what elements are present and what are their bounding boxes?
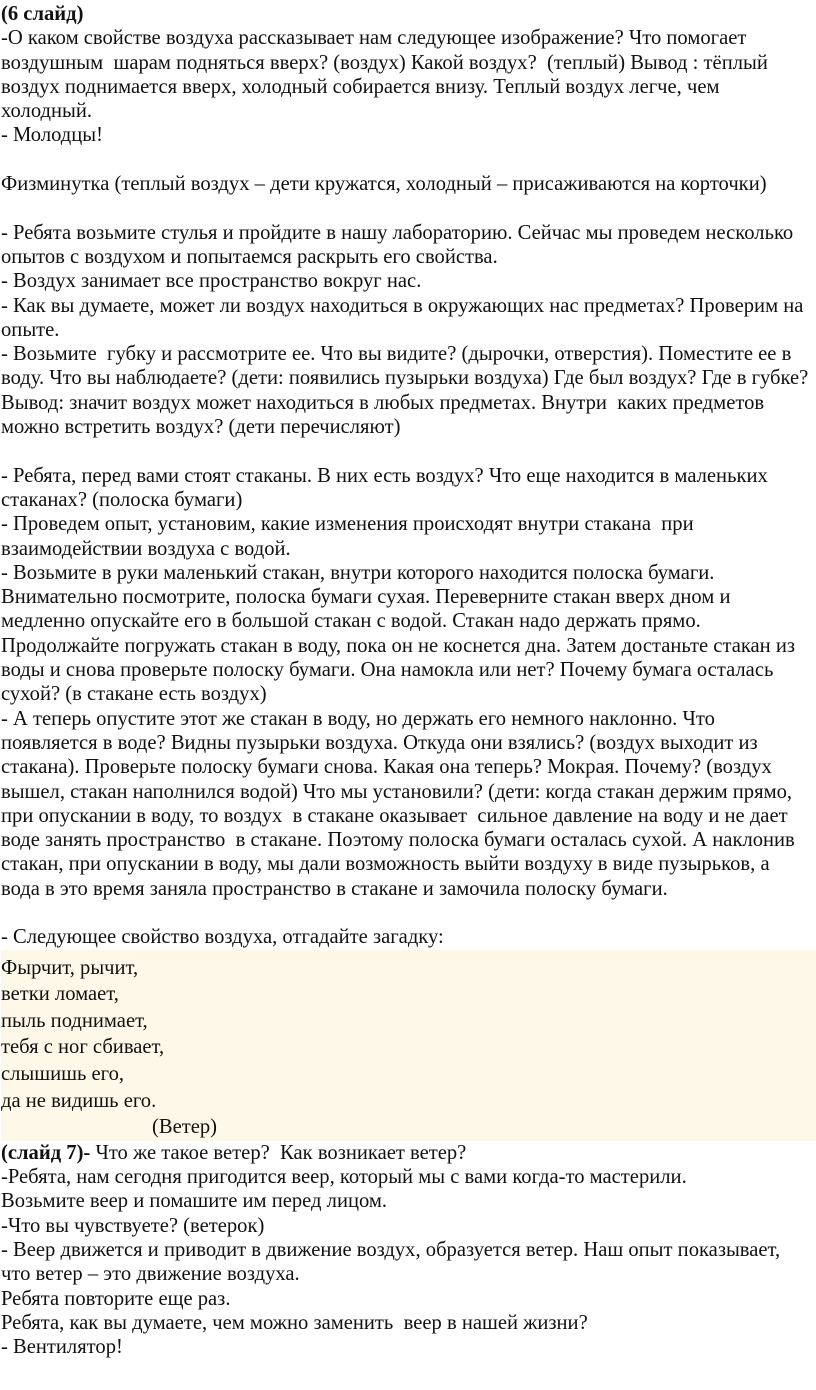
document-page	[0, 2, 813, 1359]
riddle-line: тебя с ног сбивает,	[1, 1036, 165, 1059]
paragraph-praise: - Молодцы!	[1, 124, 104, 147]
paragraph-tilted-glass: - А теперь опустите этот же стакан в воду, но держать его немного наклонно. Что появляется в воде? Видны пузырьки воздуха. Откуда они взялись? (воздух выходит из стакана). Проверьте полоску бумаги снова. Какая она теперь? Мокрая. Почему? (воздух вышел, стакан наполнился водой) Что мы установили? (дети: когда стакан держим прямо, при опускании в воду, то воздух в стакане оказывает сильное давление на воду и не дает воде занять пространство в стакане. Поэтому полоска бумаги осталась сухой. А наклонив стакан, при опускании в воду, мы дали возможность выйти воздуху в виде пузырьков, а вода в это время заняла пространство в стакане и замочила полоску бумаги.	[1, 707, 800, 900]
paragraph-replace-fan: Ребята, как вы думаете, чем можно заменить веер в нашей жизни?	[1, 1311, 588, 1334]
paragraph-small-glass: - Возьмите в руки маленький стакан, внутри которого находится полоска бумаги. Внимательно посмотрите, полоска бумаги сухая. Переверните стакан вверх дном и медленно опускайте его в большой стакан с водой. Стакан надо держать прямо. Продолжайте погружать стакан в воду, пока он не коснется дна. Затем достаньте стакан из воды и снова проверьте полоску бумаги. Она намокла или нет? Почему бумага осталась сухой? (в стакане есть воздух)	[1, 561, 801, 706]
riddle-answer: (Ветер)	[152, 1116, 218, 1139]
paragraph-wave-fan: Возьмите веер и помашите им перед лицом.	[1, 1190, 388, 1213]
paragraph-laboratory: - Ребята возьмите стулья и пройдите в нашу лабораторию. Сейчас мы проведем несколько опытов с воздухом и попытаемся раскрыть его свойства.	[1, 221, 799, 268]
slide-7-line	[1, 1141, 813, 1165]
blank-line	[1, 439, 813, 463]
slide-7-question: Что же такое ветер? Как возникает ветер?	[90, 1141, 467, 1164]
riddle-line: пыль поднимает,	[1, 1009, 148, 1032]
paragraph-wind-definition: - Веер движется и приводит в движение воздух, образуется ветер. Наш опыт показывает, что ветер – это движение воздуха.	[1, 1238, 786, 1286]
paragraph-conclusion: Вывод: значит воздух может находиться в любых предметах. Внутри каких предметов можно встретить воздух? (дети перечисляют)	[1, 391, 770, 439]
slide-6-heading: (6 слайд)	[1, 3, 84, 25]
riddle-line: да не видишь его.	[1, 1089, 157, 1112]
paragraph-repeat: Ребята повторите еще раз.	[1, 1287, 231, 1310]
riddle-line: слышишь его,	[1, 1062, 125, 1085]
blank-line	[1, 901, 813, 925]
paragraph-ventilator: - Вентилятор!	[1, 1336, 123, 1359]
paragraph-feel: -Что вы чувствуете? (ветерок)	[1, 1214, 265, 1237]
paragraph-glasses: - Ребята, перед вами стоят стаканы. В них есть воздух? Что еще находится в маленьких стаканах? (полоска бумаги)	[1, 464, 773, 511]
paragraph-fizminutka: Физминутка (теплый воздух – дети кружатся, холодный – присаживаются на корточки)	[1, 173, 767, 196]
blank-line	[1, 148, 813, 172]
riddle-line: Фырчит, рычит,	[1, 956, 139, 979]
paragraph-riddle-intro: - Следующее свойство воздуха, отгадайте загадку:	[1, 926, 444, 949]
paragraph-sponge: - Возьмите губку и рассмотрите ее. Что вы видите? (дырочки, отверстия). Поместите ее в воду. Что вы наблюдаете? (дети: появились пузырьки воздуха) Где был воздух? Где в губке?	[1, 343, 809, 390]
riddle-block	[1, 950, 816, 1141]
paragraph-fan: -Ребята, нам сегодня пригодится веер, который мы с вами когда-то мастерили.	[1, 1166, 687, 1189]
blank-line	[1, 196, 813, 220]
paragraph-experiment-intro: - Проведем опыт, установим, какие изменения происходят внутри стакана при взаимодействии воздуха с водой.	[1, 513, 699, 560]
slide-7-heading: (слайд 7)-	[1, 1141, 91, 1164]
paragraph-warm-air: -О каком свойстве воздуха рассказывает нам следующее изображение? Что помогает воздушным шарам подняться вверх? (воздух) Какой воздух? (теплый) Вывод : тёплый воздух поднимается вверх, холодный собирается внизу. Теплый воздух легче, чем холодный.	[1, 27, 774, 123]
paragraph-air-space: - Воздух занимает все пространство вокруг нас.	[1, 270, 422, 293]
riddle-line: ветки ломает,	[1, 983, 119, 1006]
paragraph-air-in-objects: - Как вы думаете, может ли воздух находиться в окружающих нас предметах? Проверим на опыте.	[1, 294, 809, 341]
